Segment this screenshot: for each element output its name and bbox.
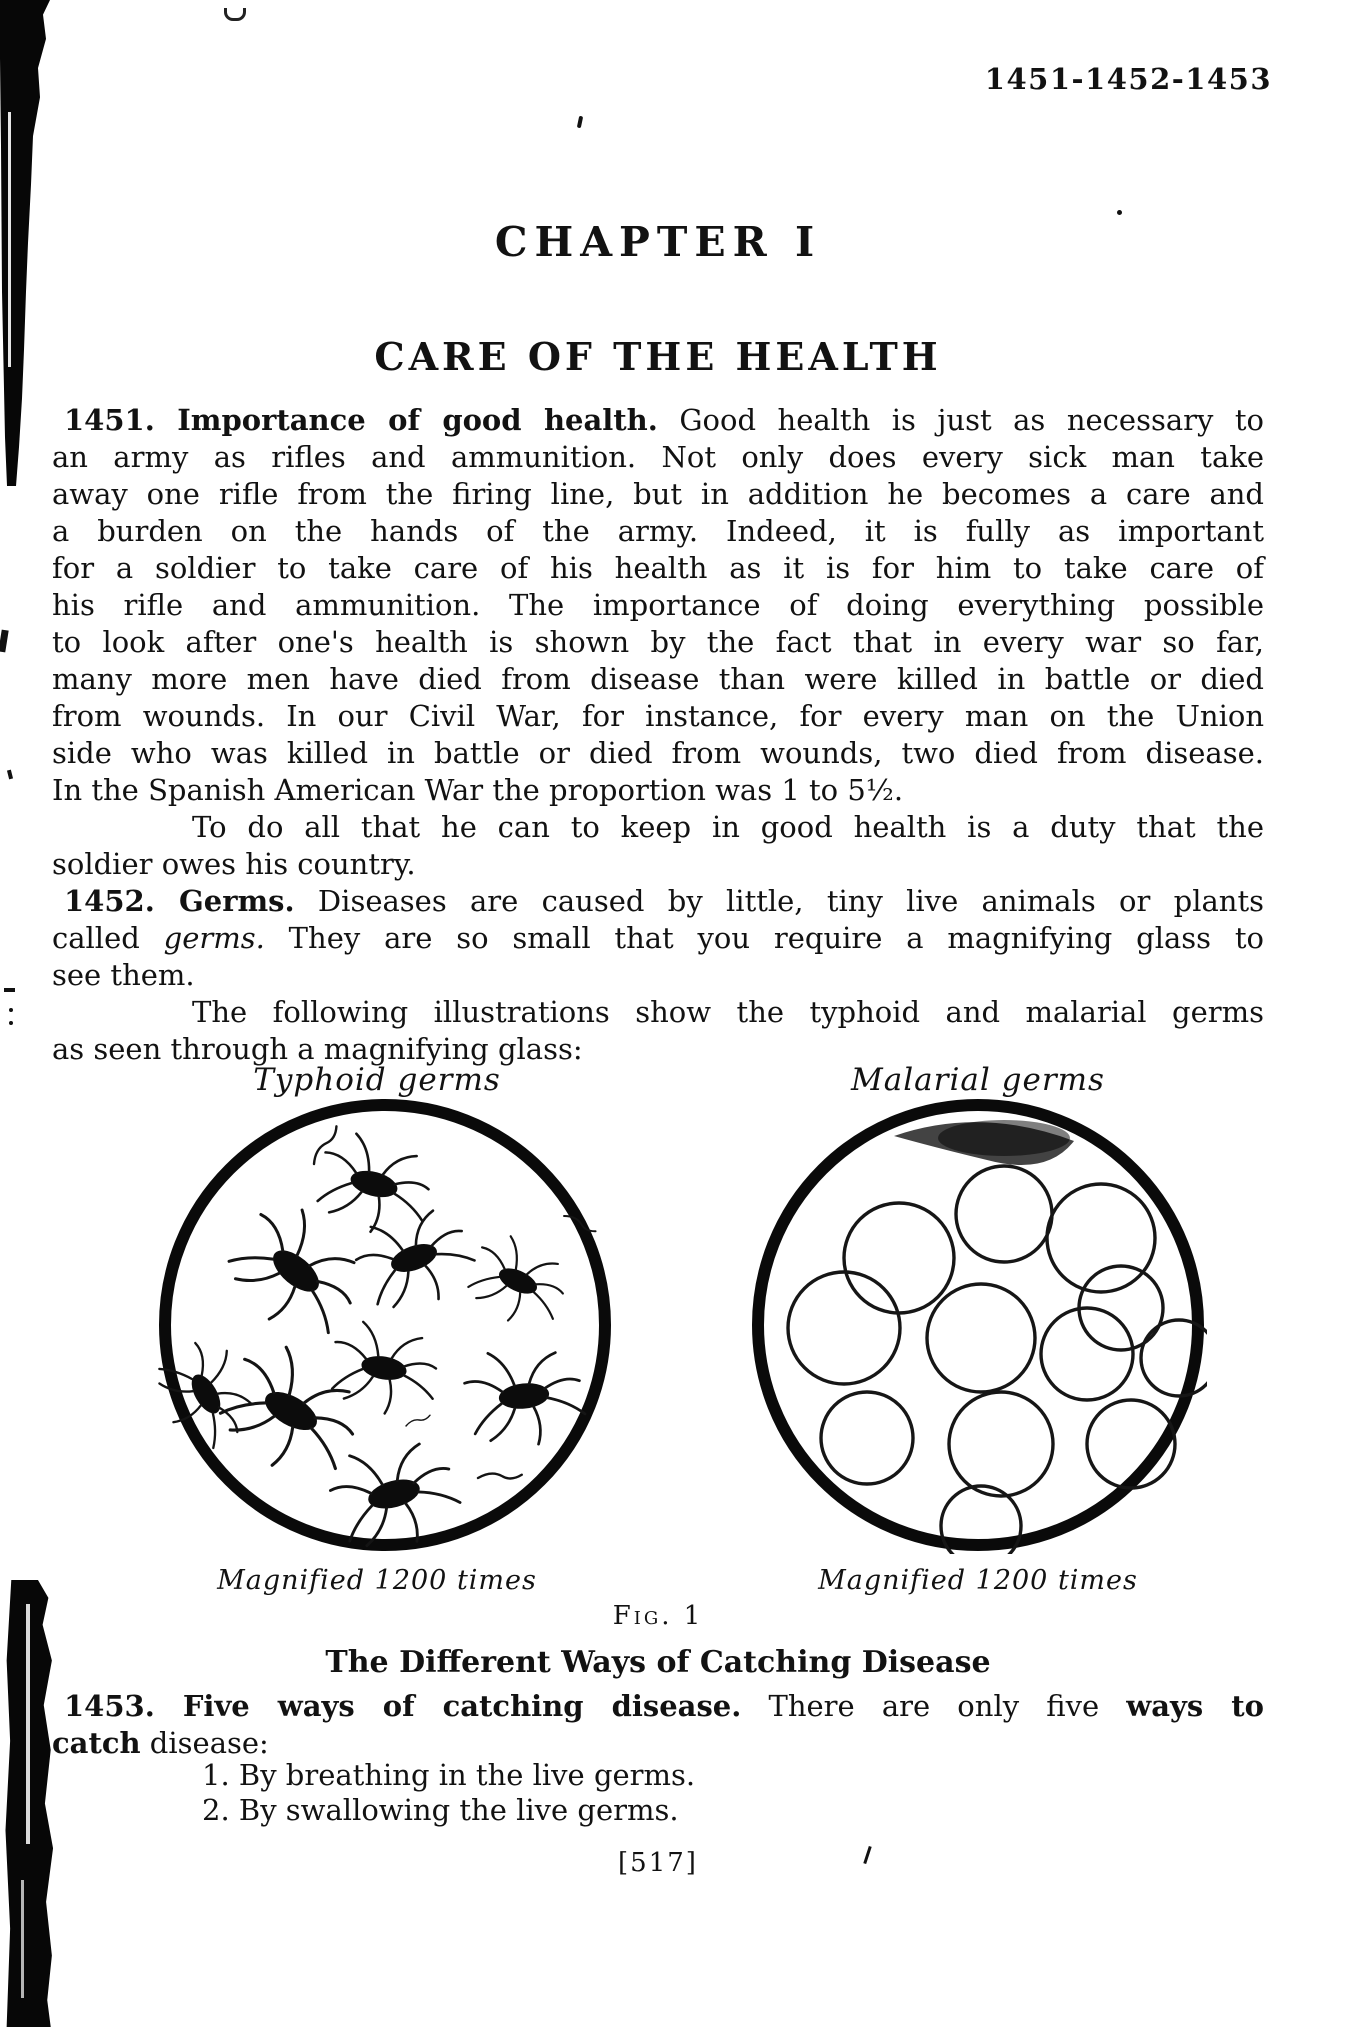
- scan-artifact-speck: [4, 988, 15, 992]
- text-line: side who was killed in battle or died from wounds, two died from disease.: [52, 736, 1264, 770]
- typhoid-germs-illustration: [156, 1096, 614, 1554]
- text-line: To do all that he can to keep in good health is a duty that the: [192, 810, 1264, 844]
- scan-artifact-slit: [8, 112, 11, 367]
- text-line: as seen through a magnifying glass:: [52, 1032, 583, 1066]
- text-line: to look after one's health is shown by the fact that in every war so far,: [52, 625, 1264, 659]
- page-number: [517]: [618, 1848, 698, 1878]
- scan-artifact-slit: [26, 1604, 30, 1844]
- body-text: [52, 402, 1264, 1068]
- text-line: 1452. Germs. Diseases are caused by little, tiny live animals or plants: [64, 884, 1265, 918]
- scan-artifact-speck: [577, 116, 583, 129]
- figure-number: Fig. 1: [612, 1601, 704, 1631]
- paragraph-intro-figure: [52, 994, 1264, 1068]
- text-line: 2. By swallowing the live germs.: [202, 1793, 679, 1827]
- text-line: for a soldier to take care of his health as it is for him to take care of: [52, 551, 1264, 585]
- text-line: see them.: [52, 958, 195, 992]
- ways-list: [52, 1758, 1264, 1828]
- typhoid-magnification-caption: Magnified 1200 times: [217, 1565, 537, 1596]
- text-line: away one rifle from the firing line, but in addition he becomes a care and: [52, 477, 1264, 511]
- text-line: In the Spanish American War the proportion was 1 to 5½.: [52, 773, 904, 807]
- folio-numbers: 1451-1452-1453: [984, 62, 1272, 96]
- ways-section-heading: The Different Ways of Catching Disease: [325, 1645, 991, 1680]
- malarial-germs-illustration: [749, 1096, 1207, 1554]
- scan-artifact-speck: [9, 1008, 13, 1012]
- text-line: many more men have died from disease than were killed in battle or died: [52, 662, 1264, 696]
- text-line: catch disease:: [52, 1726, 269, 1760]
- scan-artifact-speck: [7, 770, 13, 780]
- paragraph-duty: [52, 809, 1264, 883]
- scan-artifact-curl: [224, 8, 246, 21]
- scan-artifact-speck: [1117, 210, 1122, 215]
- text-line: 1451. Importance of good health. Good health is just as necessary to: [64, 403, 1264, 437]
- text-line: from wounds. In our Civil War, for instance, for every man on the Union: [52, 699, 1264, 733]
- text-line: The following illustrations show the typhoid and malarial germs: [192, 995, 1264, 1029]
- scan-artifact-speck: [9, 1021, 13, 1025]
- chapter-title: CHAPTER I: [494, 218, 822, 266]
- paragraph-1452: [52, 883, 1264, 994]
- text-line: 1453. Five ways of catching disease. There are only five ways to: [64, 1689, 1264, 1723]
- text-line: soldier owes his country.: [52, 847, 416, 881]
- page-title: CARE OF THE HEALTH: [374, 334, 942, 379]
- paragraph-1451: [52, 402, 1264, 809]
- malarial-germs-label: Malarial germs: [851, 1062, 1105, 1098]
- scan-artifact-speck: [0, 630, 9, 653]
- typhoid-germs-label: Typhoid germs: [253, 1062, 501, 1098]
- text-line: an army as rifles and ammunition. Not only does every sick man take: [52, 440, 1264, 474]
- paragraph-1453: [52, 1688, 1264, 1762]
- text-line: his rifle and ammunition. The importance of doing everything possible: [52, 588, 1264, 622]
- malarial-magnification-caption: Magnified 1200 times: [818, 1565, 1138, 1596]
- text-line: a burden on the hands of the army. Indeed, it is fully as important: [52, 514, 1264, 548]
- text-line: 1. By breathing in the live germs.: [202, 1758, 696, 1792]
- scan-artifact-slit: [21, 1880, 24, 1998]
- text-line: called germs. They are so small that you require a magnifying glass to: [52, 921, 1264, 955]
